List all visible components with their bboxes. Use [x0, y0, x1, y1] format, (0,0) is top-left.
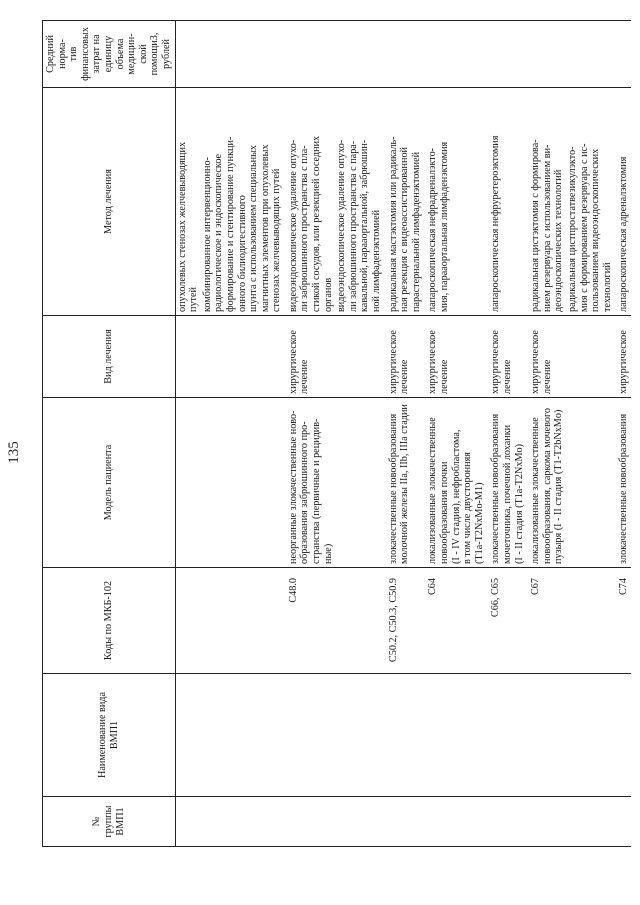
cell-name: [335, 674, 383, 797]
cell-method: видеоэндоскопическое удаление опухо- ли забрюшинного пространства с пла- стикой сосудов, или резекцией соседних органов: [284, 88, 335, 316]
cell-model: локализованные злокачественные новообразования, саркома мочевого пузыря (I - II стадия (T1-T2bNxMo): [526, 398, 566, 568]
cell-name: [526, 674, 566, 797]
column-header-method: [43, 88, 176, 316]
column-header-cost: [43, 21, 176, 88]
cell-codes: [566, 568, 614, 674]
column-header-name: [43, 674, 176, 797]
cell-name: [201, 674, 284, 797]
cell-group: [201, 797, 284, 847]
cell-model: [201, 398, 284, 568]
cell-group: [526, 797, 566, 847]
cell-codes: [335, 568, 383, 674]
cell-cost: [486, 21, 526, 88]
cell-type: [335, 316, 383, 398]
cell-type: хирургическое лечение: [423, 316, 486, 398]
cell-codes: [175, 568, 201, 674]
cell-name: [384, 674, 424, 797]
cell-model: злокачественные новообразования молочной железы IIa, IIb, IIIa стадии: [384, 398, 424, 568]
column-header-group: [43, 797, 176, 847]
column-header-label: Средний норма- тив финансовых затрат на единицу объема медицин- ской помощи3, рублей: [45, 27, 172, 81]
column-header-model: [43, 398, 176, 568]
cell-model: неорганные злокачественные ново- образования забрюшинного про- странства (первичные и рецидив- ные): [284, 398, 335, 568]
cell-cost: [284, 21, 335, 88]
cell-model: [175, 398, 201, 568]
cell-group: [284, 797, 335, 847]
cell-cost: [566, 21, 614, 88]
cell-codes: С66, С65: [486, 568, 526, 674]
cell-method: опухолевых стенозах желчевыводящих путей: [175, 88, 201, 316]
cell-group: [335, 797, 383, 847]
cell-model: локализованные злокачественные новообразования почки (I - IV стадия), нефробластома, в том числе двусторонняя (T1a-T2NxMo-M1): [423, 398, 486, 568]
cell-method: видеоэндоскопическое удаление опухо- ли забрюшинного пространства с пара- кавальной, парааортальной, забрюшин- ной лимфаденэктомией: [335, 88, 383, 316]
cell-name: [486, 674, 526, 797]
column-header-label: № группы ВМП1: [91, 805, 126, 838]
cell-codes: С50.2, С50.3, С50.9: [384, 568, 424, 674]
table-row: [423, 21, 486, 847]
cell-cost: [175, 21, 201, 88]
cell-method: радикальная цистпростатвезикулэкто- мия с формированием резервуара с ис- пользованием видеоэндоскопических технологий: [566, 88, 614, 316]
table-row: [384, 21, 424, 847]
cell-cost: [614, 21, 631, 88]
cell-type: хирургическое лечение: [486, 316, 526, 398]
cell-cost: [384, 21, 424, 88]
cell-codes: С74: [614, 568, 631, 674]
cell-method: лапароскопическая нефруретероэктомия: [486, 88, 526, 316]
cell-type: [201, 316, 284, 398]
cell-codes: [201, 568, 284, 674]
cell-cost: [526, 21, 566, 88]
cell-type: хирургическое лечение: [284, 316, 335, 398]
cell-type: хирургическое: [614, 316, 631, 398]
cell-group: [566, 797, 614, 847]
cell-name: [566, 674, 614, 797]
cell-model: [335, 398, 383, 568]
cell-method: комбинированное интервенционно- радиологическое и эндоскопическое формирование и стентирование пункци- онного билиодигестивного шунта с использованием специальных магнитных элементов при опухолевых стенозах желчевыводящих путей: [201, 88, 284, 316]
cell-group: [384, 797, 424, 847]
cell-group: [614, 797, 631, 847]
cell-model: злокачественные новообразования мочеточника, почечной лоханки (I - II стадия (T1a-T2NxMo): [486, 398, 526, 568]
cell-type: хирургическое лечение: [384, 316, 424, 398]
cell-method: радикальная цистэктомия с формирова- нием резервуара с использованием ви- деоэндоскопических технологий: [526, 88, 566, 316]
cell-group: [175, 797, 201, 847]
column-header-type: [43, 316, 176, 398]
cell-method: лапароскопическая нефрадреналэкто- мия, парааортальная лимфаденэктомия: [423, 88, 486, 316]
cell-type: хирургическое лечение: [526, 316, 566, 398]
cell-cost: [201, 21, 284, 88]
cell-cost: [335, 21, 383, 88]
column-header-label: Метод лечения: [102, 169, 114, 234]
column-header-label: Коды по МКБ-102: [102, 580, 114, 661]
cell-type: [566, 316, 614, 398]
cell-type: [175, 316, 201, 398]
cell-group: [486, 797, 526, 847]
table-row: [335, 21, 383, 847]
cell-name: [284, 674, 335, 797]
cell-model: злокачественные новообразования: [614, 398, 631, 568]
column-header-label: Модель пациента: [102, 444, 114, 521]
cell-codes: С67: [526, 568, 566, 674]
medical-care-table: [42, 20, 631, 847]
table-row: [566, 21, 614, 847]
cell-codes: С64: [423, 568, 486, 674]
table-header-row: [43, 21, 176, 847]
table-row: [175, 21, 201, 847]
column-header-codes: [43, 568, 176, 674]
table-row: [614, 21, 631, 847]
column-header-label: Вид лечения: [102, 329, 114, 384]
cell-name: [175, 674, 201, 797]
table-row: [526, 21, 566, 847]
cell-method: лапароскопическая адреналэктомия: [614, 88, 631, 316]
table-row: [201, 21, 284, 847]
cell-name: [614, 674, 631, 797]
cell-cost: [423, 21, 486, 88]
table-row: [284, 21, 335, 847]
cell-group: [423, 797, 486, 847]
table-body: [175, 21, 631, 847]
page-number: 135: [6, 441, 22, 464]
cell-name: [423, 674, 486, 797]
table-row: [486, 21, 526, 847]
cell-codes: С48.0: [284, 568, 335, 674]
column-header-label: Наименование вида ВМП1: [97, 692, 120, 778]
cell-model: [566, 398, 614, 568]
cell-method: радикальная мастэктомия или радикаль- ная резекция с видеоассистированной парастернальной лимфаденэктомией: [384, 88, 424, 316]
